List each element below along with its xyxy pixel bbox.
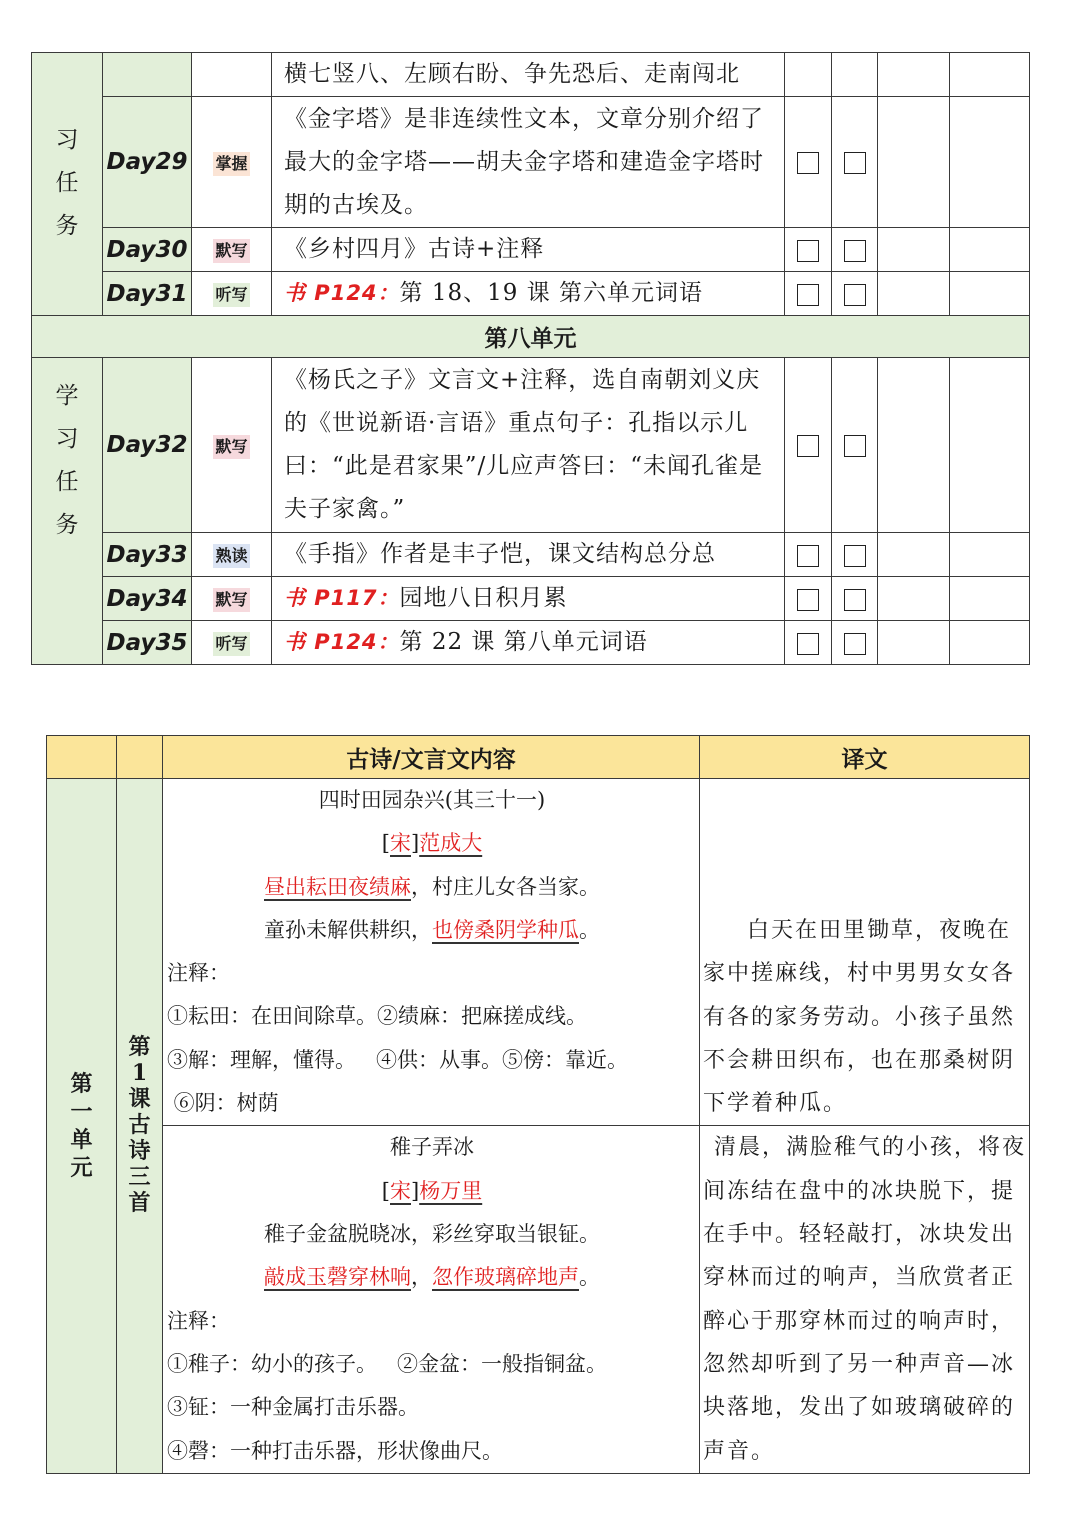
poem-row — [47, 779, 1030, 1126]
translation: 清晨，满脸稚气的小孩，将夜间冻结在盘中的冰块脱下，提在手中。轻轻敲打，冰块发出穿林而过的响声，当欣赏者正醉心于那穿林而过的响声时，忽然却听到了另一种声音—冰块落地，发出了如玻璃破碎的声音。 — [700, 1126, 1030, 1473]
table-row — [32, 53, 1030, 97]
badge: 默写 — [213, 588, 249, 612]
day-label: Day33 — [103, 533, 192, 577]
table-row — [32, 228, 1030, 272]
day-label: Day29 — [103, 97, 192, 228]
translation-header: 译文 — [700, 736, 1030, 779]
table-row — [32, 577, 1030, 621]
note: ①稚子：幼小的孩子。 ②金盆：一般指铜盆。 — [167, 1351, 608, 1376]
lesson-label: 第1课古诗三首 — [117, 779, 163, 1474]
note: ④磬：一种打击乐器，形状像曲尺。 — [167, 1438, 503, 1463]
table-row — [32, 533, 1030, 577]
poem-line: 昼出耘田夜绩麻，村庄儿女各当家。 — [264, 874, 600, 899]
checkbox[interactable] — [844, 152, 866, 174]
checkbox[interactable] — [797, 633, 819, 655]
day-label: Day34 — [103, 577, 192, 621]
poem-title: 稚子弄冰 — [390, 1135, 474, 1160]
task-text: 第 18、19 课 第六单元词语 — [399, 280, 704, 306]
poem-line: 稚子金盆脱晓冰，彩丝穿取当银钲。 — [264, 1222, 600, 1247]
book-ref: 书 P117： — [284, 586, 400, 610]
header-row — [47, 736, 1030, 779]
poem-row — [47, 1126, 1030, 1473]
task-text: 《杨氏之子》文言文+注释，选自南朝刘义庆的《世说新语·言语》重点句子：孔指以示儿曰：“此是君家果”/儿应声答曰：“未闻孔雀是夫子家禽。” — [272, 358, 785, 533]
task-text: 《乡村四月》古诗+注释 — [272, 228, 785, 272]
checkbox[interactable] — [797, 589, 819, 611]
poem-author: [宋]杨万里 — [381, 1178, 483, 1203]
badge: 默写 — [213, 435, 249, 459]
task-text: 横七竖八、左顾右盼、争先恐后、走南闯北 — [272, 53, 785, 97]
note: ①耘田：在田间除草。②绩麻：把麻搓成线。 — [167, 1004, 587, 1029]
unit-label: 第一单元 — [47, 779, 117, 1474]
poem-line: 敲成玉磬穿林响，忽作玻璃碎地声。 — [264, 1265, 600, 1290]
notes-label: 注释： — [167, 1308, 230, 1333]
badge: 听写 — [213, 283, 249, 307]
day-label: Day30 — [103, 228, 192, 272]
checkbox[interactable] — [797, 240, 819, 262]
day-label: Day32 — [103, 358, 192, 533]
checkbox[interactable] — [797, 435, 819, 457]
unit-title: 第八单元 — [32, 316, 1030, 358]
poem-title: 四时田园杂兴(其三十一) — [318, 788, 546, 812]
note: ⑥阴：树荫 — [167, 1091, 279, 1116]
table-row — [32, 358, 1030, 533]
checkbox[interactable] — [844, 633, 866, 655]
poem-line: 童孙未解供耕织，也傍桑阴学种瓜。 — [264, 917, 600, 942]
day-label: Day31 — [103, 272, 192, 316]
badge: 熟读 — [213, 544, 249, 568]
note: ③解：理解，懂得。 ④供：从事。⑤傍：靠近。 — [167, 1047, 629, 1072]
badge: 默写 — [213, 239, 249, 263]
task-text: 第 22 课 第八单元词语 — [399, 629, 648, 655]
book-ref: 书 P124： — [284, 630, 400, 654]
day-label: Day35 — [103, 621, 192, 665]
checkbox[interactable] — [844, 589, 866, 611]
translation: 白天在田里锄草，夜晚在家中搓麻线，村中男男女女各有各的家务劳动。小孩子虽然不会耕田织布，也在那桑树阴下学着种瓜。 — [700, 779, 1030, 1126]
checkbox[interactable] — [844, 240, 866, 262]
badge: 听写 — [213, 632, 249, 656]
checkbox[interactable] — [844, 435, 866, 457]
table-row — [32, 97, 1030, 228]
section-label: 学习任务 — [32, 358, 103, 665]
task-table — [31, 52, 1030, 665]
poem-table — [46, 735, 1030, 1474]
poem-author: [宋]范成大 — [381, 831, 483, 856]
note: ③钲：一种金属打击乐器。 — [167, 1395, 419, 1420]
section-label: 习任务 — [32, 53, 103, 316]
checkbox[interactable] — [844, 545, 866, 567]
notes-label: 注释： — [167, 961, 230, 986]
table-row — [32, 272, 1030, 316]
badge: 掌握 — [213, 152, 249, 176]
checkbox[interactable] — [797, 152, 819, 174]
poem-content — [163, 779, 700, 1126]
content-header: 古诗/文言文内容 — [163, 736, 700, 779]
table-row — [32, 621, 1030, 665]
checkbox[interactable] — [844, 284, 866, 306]
task-text: 《金字塔》是非连续性文本，文章分别介绍了最大的金字塔——胡夫金字塔和建造金字塔时期的古埃及。 — [272, 97, 785, 228]
book-ref: 书 P124： — [284, 281, 400, 305]
task-text: 园地八日积月累 — [399, 585, 568, 611]
poem-content — [163, 1126, 700, 1473]
unit-title-row — [32, 316, 1030, 358]
task-text: 《手指》作者是丰子恺，课文结构总分总 — [272, 533, 785, 577]
checkbox[interactable] — [797, 284, 819, 306]
checkbox[interactable] — [797, 545, 819, 567]
